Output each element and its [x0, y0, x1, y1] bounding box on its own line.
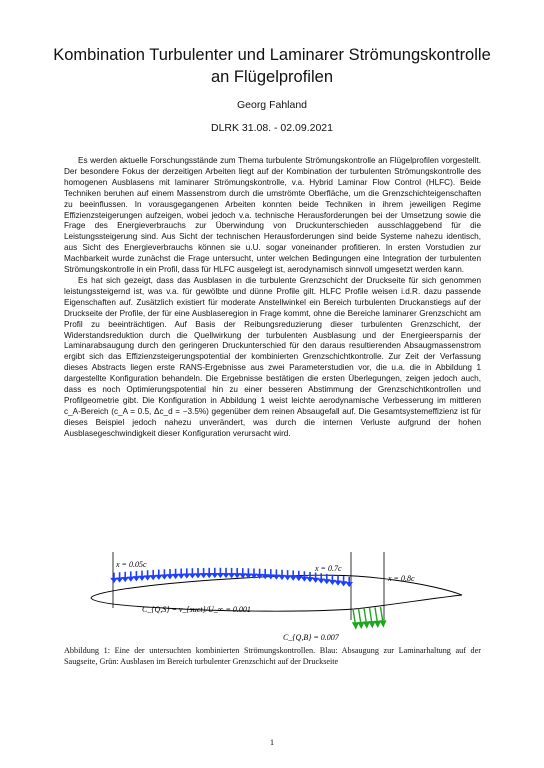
- suction-arrow-head: [185, 574, 189, 577]
- blowing-arrows: [353, 607, 386, 628]
- suction-arrow-head: [336, 581, 340, 584]
- suction-arrow-head: [213, 574, 217, 577]
- suction-arrow-head: [280, 576, 284, 579]
- suction-arrow-head: [235, 574, 239, 577]
- title-line-1: Kombination Turbulenter und Laminarer Strömungskontrolle: [53, 46, 491, 64]
- label-x-0-05c: x = 0.05c: [116, 560, 147, 569]
- suction-arrow-head: [291, 576, 295, 579]
- suction-arrow-head: [196, 574, 200, 577]
- suction-arrow-head: [151, 576, 155, 579]
- suction-arrow-head: [263, 575, 267, 578]
- suction-arrow-head: [302, 577, 306, 580]
- suction-arrow-head: [325, 580, 329, 583]
- suction-arrow-head: [341, 582, 345, 585]
- suction-arrow-head: [269, 575, 273, 578]
- suction-arrow-head: [285, 576, 289, 579]
- suction-arrow-head: [319, 579, 323, 582]
- suction-arrow-head: [168, 575, 172, 578]
- suction-arrow-head: [246, 574, 250, 577]
- figure-caption: Abbildung 1: Eine der untersuchten kombinierten Strömungskontrollen. Blau: Absaugung zur Laminarhaltung auf der Saugseite, Grün: Ausblasen im Bereich turbulenter Grenzschicht auf der Druckseite: [64, 646, 481, 667]
- suction-arrow-head: [229, 574, 233, 577]
- suction-arrow-head: [241, 574, 245, 577]
- paper-title: [40, 44, 504, 88]
- author: Georg Fahland: [236, 99, 308, 111]
- blowing-arrow-head: [381, 621, 386, 626]
- page-number: 1: [269, 737, 275, 747]
- blowing-arrow-head: [359, 623, 364, 628]
- suction-arrow-head: [207, 574, 211, 577]
- suction-arrow-head: [218, 574, 222, 577]
- abstract-body: [64, 156, 481, 440]
- suction-arrow-head: [297, 577, 301, 580]
- suction-arrow-head: [179, 575, 183, 578]
- blowing-arrow-head: [364, 622, 369, 627]
- suction-arrow-head: [330, 581, 334, 584]
- conference-date: DLRK 31.08. - 02.09.2021: [210, 122, 333, 134]
- blowing-arrow-head: [375, 621, 380, 626]
- label-blowing-coefficient: C_{Q,B} = 0.007: [283, 633, 339, 642]
- suction-arrow-head: [123, 578, 127, 581]
- label-suction-coefficient: C_{Q,S} = v_{suct}/U_∞ = 0.001: [142, 605, 251, 614]
- blowing-arrow-head: [370, 622, 375, 627]
- suction-arrow-head: [129, 577, 133, 580]
- suction-arrow-head: [308, 578, 312, 581]
- label-x-0-8c: x = 0.8c: [388, 574, 415, 583]
- suction-arrow-head: [140, 577, 144, 580]
- suction-arrow-head: [201, 574, 205, 577]
- suction-arrow-head: [274, 575, 278, 578]
- suction-arrow-head: [190, 574, 194, 577]
- suction-arrow-head: [112, 579, 116, 582]
- suction-arrow-head: [134, 577, 138, 580]
- title-line-2: an Flügelprofilen: [211, 68, 333, 86]
- paragraph-1: Es werden aktuelle Forschungsstände zum Thema turbulente Strömungskontrolle an Flügelprofilen vorgestellt. Der besondere Fokus der derzeitigen Arbeiten liegt auf der Kombination der turbulenten Strömungskontrolle des homogenen Ausblasens mit laminarer Strömungskontrolle, v.a. Hybrid Laminar Flow Control (HLFC). Beide Techniken beruhen auf einem Massenstrom durch die umströmte Oberfläche, um die Grenzschichteigenschaften zu beeinflussen. In vorausgegangenen Arbeiten konnten beide Techniken in ihrem jeweiligen Regime Effizienzsteigerungen aufzeigen, wobei jedoch v.a. technische Herausforderungen bei der Umsetzung sowie die Frage des Energieverbrauchs zur Überwindung von Druckunterschieden ausschlaggebend für die Leistungssteigerung sind. Aus Sicht der technischen Herausforderungen sind beide Systeme nahezu identisch, aus Sicht des Energieverbrauchs können sie u.U. sogar voneinander profitieren. In ersten Vorstudien zur Machbarkeit wurde zunächst die Frage untersucht, unter welchen Bedingungen eine Integration der turbulenten Strömungskontrolle in ein Profil, dass für HLFC ausgelegt ist, aerodynamisch sinnvoll umgesetzt werden kann.: [64, 156, 481, 275]
- suction-arrow-head: [173, 575, 177, 578]
- suction-arrow-head: [162, 575, 166, 578]
- label-x-0-7c: x = 0.7c: [315, 564, 342, 573]
- airfoil-figure: [64, 546, 481, 646]
- suction-arrow-head: [313, 579, 317, 582]
- suction-arrow-head: [157, 576, 161, 579]
- suction-arrow-head: [224, 574, 228, 577]
- paragraph-2: Es hat sich gezeigt, dass das Ausblasen in die turbulente Grenzschicht der Druckseite für sich genommen leistungssteigernd ist, was v.a. für gewölbte und dünne Profile gilt. HLFC Profile weisen i.d.R. dazu passende Eigenschaften auf. Zusätzlich existiert für moderate Anstellwinkel ein Bereich turbulenten Druckanstiegs auf der Druckseite der Profile, der für eine Ausblaseregion in Frage kommt, ohne die Bereiche laminarer Grenzschicht am Profil zu beeinträchtigen. Auf Basis der Reibungsreduzierung dieser turbulenten Grenzschicht, der Widerstandsreduktion durch die Quellwirkung der turbulenten Ausblasung und der Energieersparnis der Laminarabsaugung durch den geringeren Druckunterschied für den daraus resultierenden Absaugmassenstrom ergibt sich das Effizienzsteigerungspotential der kombinierten Grenzschichtkontrolle. Zur Zeit der Verfassung dieses Abstracts liegen erste RANS-Ergebnisse aus zwei Parameterstudien vor, die u.a. die in Abbildung 1 dargestellte Konfiguration behandeln. Die Ergebnisse bestätigen die ersten Überlegungen, zeigen jedoch auch, dass es noch Optimierungspotential hin zu einer besseren Abstimmung der Grenzschichtkontrollen und Profilgeometrie gibt. Die Konfiguration in Abbildung 1 weist leichte aerodynamische Verbesserung im mittleren c_A-Bereich (c_A = 0.5, Δc_d = −3.5%) gegenüber dem reinen Absaugefall auf. Die Gesamtsystemeffizienz ist für dieses Beispiel jedoch nahezu unverändert, was durch die internen Verluste aufgrund der hohen Ausblasegeschwindigkeit dieser Konfiguration verursacht wird.: [64, 275, 481, 438]
- suction-arrow-head: [145, 576, 149, 579]
- suction-arrow-head: [117, 578, 121, 581]
- blowing-arrow-head: [353, 623, 358, 628]
